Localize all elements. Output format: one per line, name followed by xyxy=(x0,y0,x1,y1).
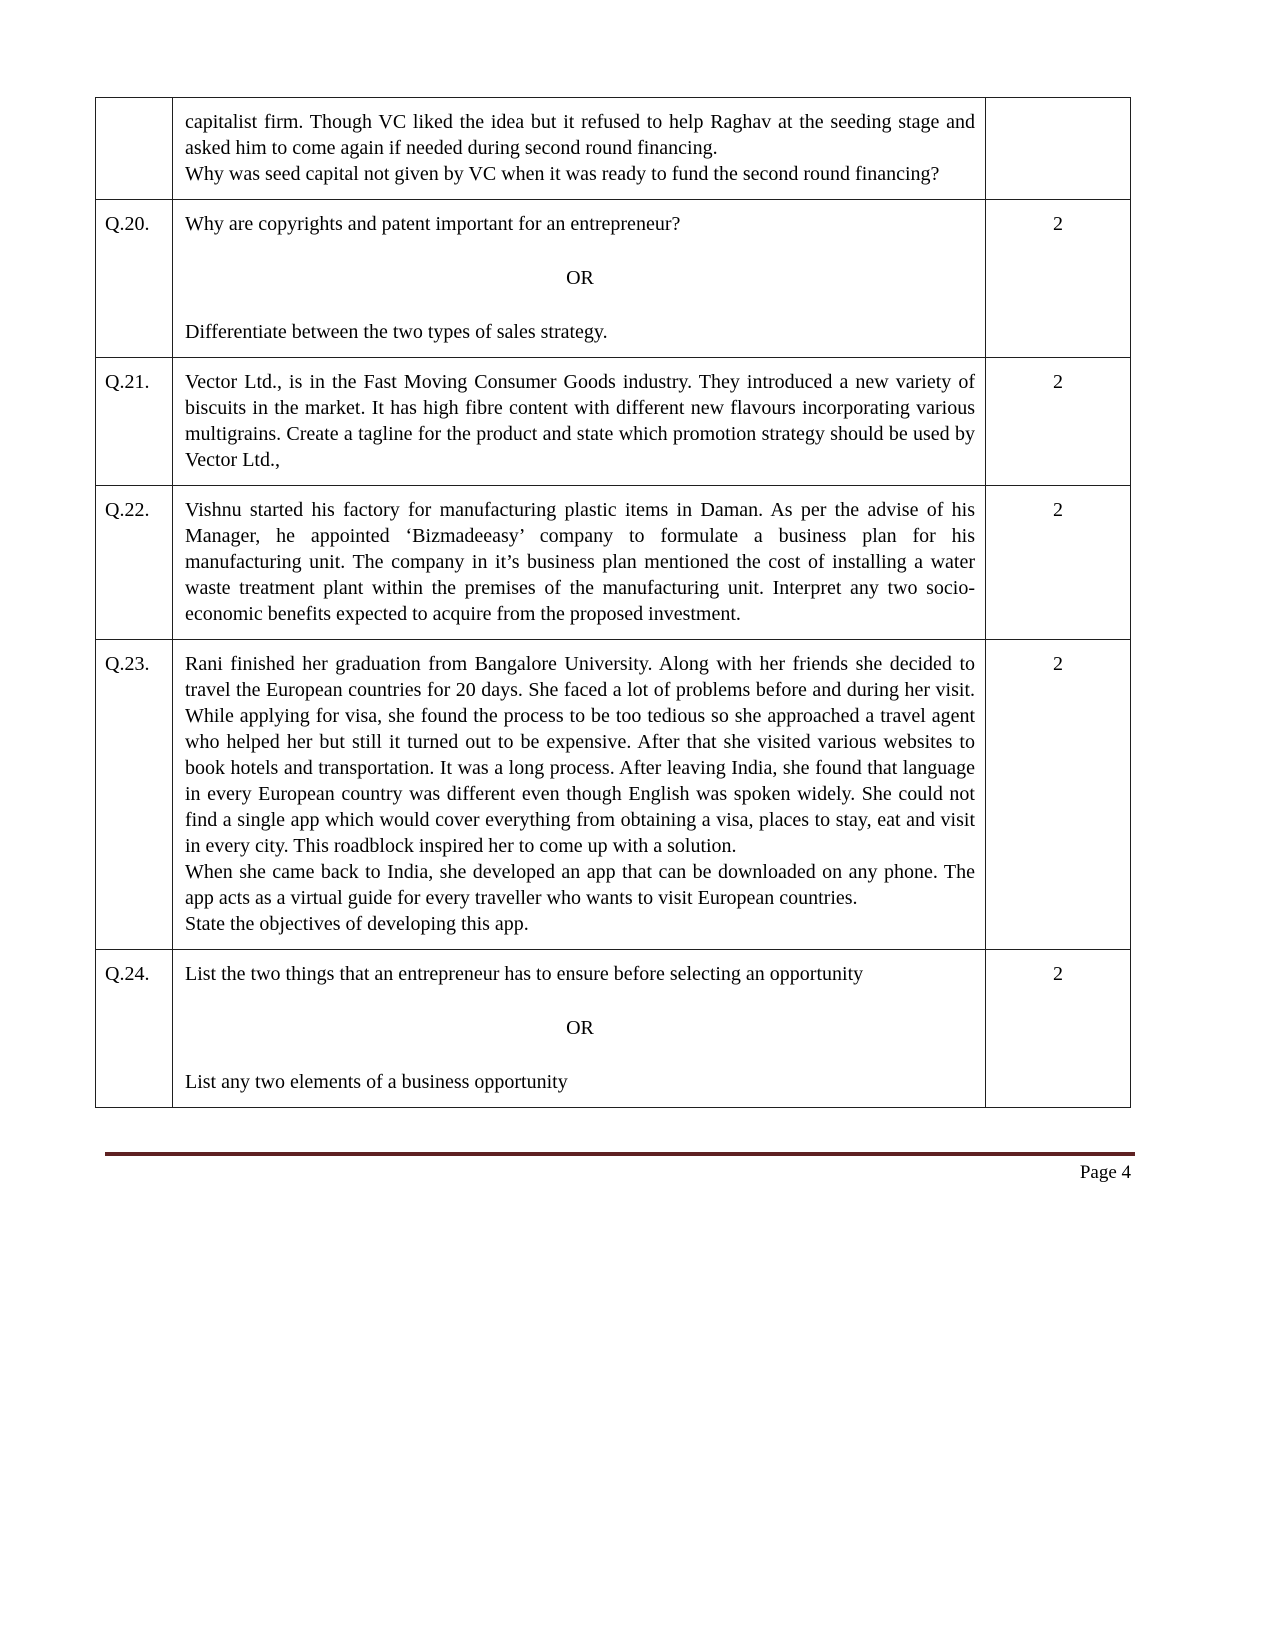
question-number-cell: Q.22. xyxy=(96,486,173,640)
or-separator: OR xyxy=(566,267,594,289)
question-text-cell xyxy=(173,358,986,486)
question-table xyxy=(95,97,1131,1108)
question-text-cell xyxy=(173,486,986,640)
table-row-q22 xyxy=(96,486,1131,640)
question-paragraph: capitalist firm. Though VC liked the idea but it refused to help Raghav at the seeding stage and asked him to come again if needed during second round financing. xyxy=(185,111,975,159)
marks-cell xyxy=(986,98,1131,200)
question-number-cell: Q.23. xyxy=(96,640,173,950)
table-row-q20 xyxy=(96,200,1131,358)
question-paragraph: List the two things that an entrepreneur has to ensure before selecting an opportunity xyxy=(185,963,864,985)
question-paragraph: Vishnu started his factory for manufacturing plastic items in Daman. As per the advise of his Manager, he appointed ‘Bizmadeeasy’ company to formulate a business plan for his manufacturing unit. The company in it’s business plan mentioned the cost of installing a water waste treatment plant within the premises of the manufacturing unit. Interpret any two socio-economic benefits expected to acquire from the proposed investment. xyxy=(185,499,975,625)
marks-cell: 2 xyxy=(986,200,1131,358)
marks-cell: 2 xyxy=(986,486,1131,640)
marks-cell: 2 xyxy=(986,950,1131,1108)
question-number-cell: Q.24. xyxy=(96,950,173,1108)
table-row-q21 xyxy=(96,358,1131,486)
question-number-cell: Q.20. xyxy=(96,200,173,358)
question-paragraph: Why was seed capital not given by VC when it was ready to fund the second round financing? xyxy=(185,163,940,185)
table-row-q24 xyxy=(96,950,1131,1108)
alternative-paragraph: Differentiate between the two types of sales strategy. xyxy=(185,321,608,343)
question-text-cell xyxy=(173,640,986,950)
question-paragraph: Vector Ltd., is in the Fast Moving Consumer Goods industry. They introduced a new variety of biscuits in the market. It has high fibre content with different new flavours incorporating various multigrains. Create a tagline for the product and state which promotion strategy should be used by Vector Ltd., xyxy=(185,371,975,471)
or-separator: OR xyxy=(566,1017,594,1039)
question-text-cell xyxy=(173,200,986,358)
question-text-cell xyxy=(173,98,986,200)
question-paragraph: Rani finished her graduation from Bangalore University. Along with her friends she decided to travel the European countries for 20 days. She faced a lot of problems before and during her visit. While applying for visa, she found the process to be too tedious so she approached a travel agent who helped her but still it turned out to be expensive. After that she visited various websites to book hotels and transportation. It was a long process. After leaving India, she found that language in every European country was different even though English was spoken widely. She could not find a single app which would cover everything from obtaining a visa, places to stay, eat and visit in every city. This roadblock inspired her to come up with a solution. xyxy=(185,653,975,857)
table-row-continuation xyxy=(96,98,1131,200)
table-row-q23 xyxy=(96,640,1131,950)
page-footer xyxy=(105,1152,1135,1184)
marks-cell: 2 xyxy=(986,358,1131,486)
page-number: Page 4 xyxy=(1079,1162,1131,1183)
question-number-cell xyxy=(96,98,173,200)
question-text-cell xyxy=(173,950,986,1108)
question-paragraph: State the objectives of developing this app. xyxy=(185,913,529,935)
question-number-cell: Q.21. xyxy=(96,358,173,486)
alternative-paragraph: List any two elements of a business opportunity xyxy=(185,1071,568,1093)
question-paragraph: When she came back to India, she developed an app that can be downloaded on any phone. The app acts as a virtual guide for every traveller who wants to visit European countries. xyxy=(185,861,975,909)
marks-cell: 2 xyxy=(986,640,1131,950)
question-paragraph: Why are copyrights and patent important for an entrepreneur? xyxy=(185,213,681,235)
